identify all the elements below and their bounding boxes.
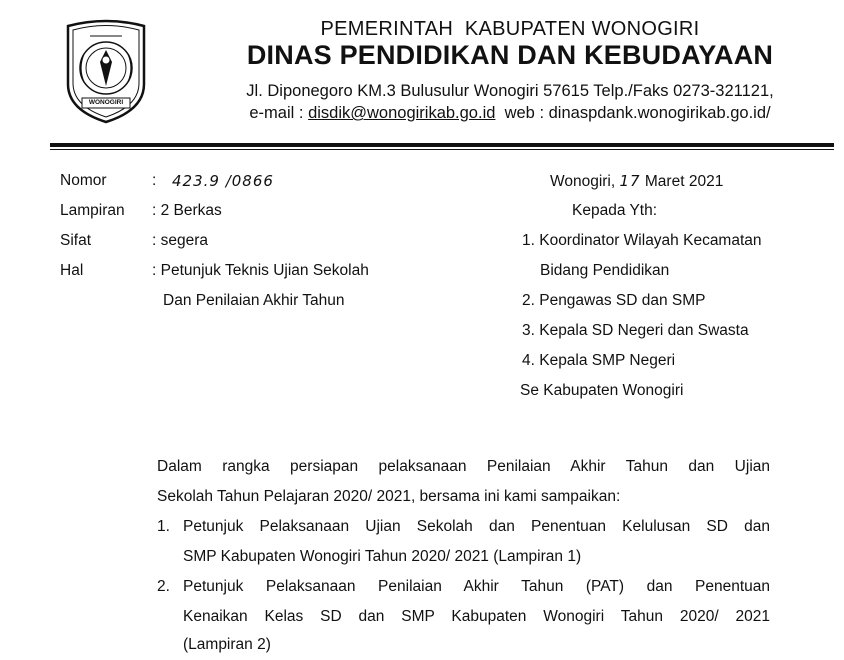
recipient-item-2: 2. Pengawas SD dan SMP [522,292,706,309]
recipient-item-3: 3. Kepala SD Negeri dan Swasta [522,322,749,339]
email-label: e-mail : [249,104,309,122]
list-item-1-line-2: SMP Kabupaten Wonogiri Tahun 2020/ 2021 (Lampiran 1) [183,548,582,565]
office-address: Jl. Diponegoro KM.3 Bulusulur Wonogiri 57615 Telp./Faks 0273-321121, [246,82,774,100]
web-link[interactable]: dinaspdank.wonogirikab.go.id/ [548,104,771,122]
body-paragraph-line-1: Dalam rangka persiapan pelaksanaan Penilaian Akhir Tahun dan Ujian [157,458,770,475]
hal-value-line-2: Dan Penilaian Akhir Tahun [163,292,345,309]
list-item-2-line-1: Petunjuk Pelaksanaan Penilaian Akhir Tahun (PAT) dan Penentuan [183,578,770,595]
recipient-intro: Kepada Yth: [572,202,658,219]
list-item-1-number: 1. [157,518,170,535]
nomor-label: Nomor [60,172,107,189]
office-name: DINAS PENDIDIKAN DAN KEBUDAYAAN [246,40,774,70]
recipient-item-1: 1. Koordinator Wilayah Kecamatan [522,232,762,249]
list-item-2-number: 2. [157,578,170,595]
date-prefix: Wonogiri, [550,173,620,190]
list-item-2-line-3: (Lampiran 2) [183,636,271,653]
emblem-ribbon-text: WONOGIRI [88,99,124,106]
letterhead-divider-thin [50,149,834,150]
hal-label: Hal [60,262,84,279]
office-contact [180,104,840,123]
recipient-item-1-cont: Bidang Pendidikan [540,262,670,279]
government-name: PEMERINTAH KABUPATEN WONOGIRI [320,18,700,40]
hal-value-line-1: : Petunjuk Teknis Ujian Sekolah [152,262,369,279]
letter-date [550,172,723,191]
letterhead-divider-thick [50,143,834,147]
nomor-separator: : [152,172,157,189]
body-paragraph-line-2: Sekolah Tahun Pelajaran 2020/ 2021, bersama ini kami sampaikan: [157,488,621,505]
regency-emblem [60,14,152,126]
web-label: web : [495,104,549,122]
sifat-value: : segera [152,232,209,249]
list-item-1-line-1: Petunjuk Pelaksanaan Ujian Sekolah dan Penentuan Kelulusan SD dan [183,518,770,535]
emblem-icon [60,14,152,126]
lampiran-label: Lampiran [60,202,125,219]
lampiran-value: : 2 Berkas [152,202,222,219]
recipient-closing: Se Kabupaten Wonogiri [520,382,684,399]
nomor-value: 423.9 /0866 [172,172,274,190]
list-item-2-line-2: Kenaikan Kelas SD dan SMP Kabupaten Wonogiri Tahun 2020/ 2021 [183,608,770,625]
recipient-item-4: 4. Kepala SMP Negeri [522,352,676,369]
date-month-year: Maret 2021 [640,173,724,190]
date-day: 17 [619,172,641,190]
email-link[interactable]: disdik@wonogirikab.go.id [308,104,496,122]
sifat-label: Sifat [60,232,92,249]
